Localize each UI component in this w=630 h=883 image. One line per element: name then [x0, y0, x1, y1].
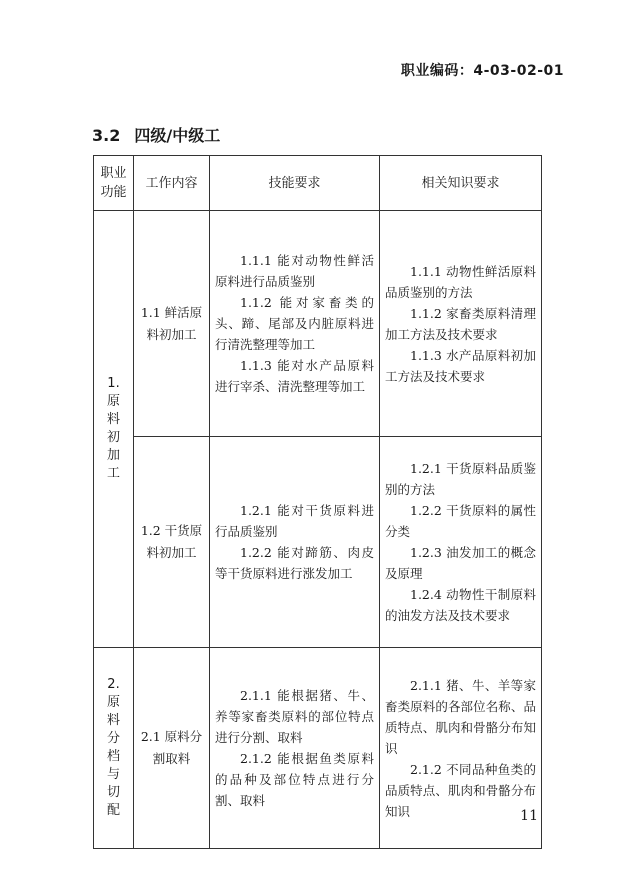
skill-item: 1.1.3 能对水产品原料进行宰杀、清洗整理等加工: [215, 358, 374, 394]
table-header-row: [94, 156, 542, 211]
header-function: 职业功能: [94, 156, 134, 211]
occupation-code: 职业编码：4-03-02-01: [400, 63, 564, 79]
knowledge-item: 1.2.1 干货原料品质鉴别的方法: [385, 461, 536, 497]
header-knowledge: 相关知识要求: [380, 156, 542, 211]
content-cell: [134, 437, 210, 648]
knowledge-item: 1.1.3 水产品原料初加工方法及技术要求: [385, 347, 536, 384]
skill-item: 2.1.2 能根据鱼类原料的品种及部位特点进行分割、取料: [215, 751, 374, 808]
knowledge-item: 2.1.2 不同品种鱼类的品质特点、肌肉和骨骼分布知识: [385, 761, 536, 819]
skill-item: 2.1.1 能根据猪、牛、养等家畜类原料的部位特点进行分割、取料: [215, 688, 374, 745]
content-cell: [134, 648, 210, 849]
section-heading: [92, 123, 220, 146]
skills-cell: [210, 211, 380, 437]
skill-item: 1.2.1 能对干货原料进行品质鉴别: [215, 503, 374, 539]
skill-item: 1.1.1 能对动物性鲜活原料进行品质鉴别: [215, 253, 374, 289]
skill-item: 1.1.2 能对家畜类的头、蹄、尾部及内脏原料进行清洗整理等加工: [215, 295, 374, 352]
skills-cell: [210, 648, 380, 849]
function-cell: [94, 648, 134, 849]
knowledge-cell: [380, 437, 542, 648]
skill-requirements-table: [93, 155, 542, 849]
table-row: [94, 211, 542, 437]
knowledge-item: 1.1.1 动物性鲜活原料品质鉴别的方法: [385, 263, 536, 300]
function-label: 2. 原料分档与切配: [106, 676, 120, 818]
knowledge-item: 2.1.1 猪、牛、羊等家畜类原料的各部位名称、品质特点、肌肉和骨骼分布知识: [385, 677, 536, 756]
function-label: 1. 原料初加工: [106, 375, 120, 481]
function-cell: [94, 211, 134, 648]
knowledge-cell: [380, 211, 542, 437]
section-title: 四级/中级工: [134, 126, 221, 145]
table-row: [94, 437, 542, 648]
content-cell: [134, 211, 210, 437]
page-number: 11: [520, 808, 538, 824]
knowledge-cell: [380, 648, 542, 849]
skills-cell: [210, 437, 380, 648]
work-content: 1.2 干货原料初加工: [140, 523, 203, 560]
knowledge-item: 1.2.4 动物性干制原料的油发方法及技术要求: [385, 587, 536, 623]
knowledge-item: 1.2.2 干货原料的属性分类: [385, 503, 536, 539]
table-row: [94, 648, 542, 849]
header-skills: 技能要求: [210, 156, 380, 211]
work-content: 1.1 鲜活原料初加工: [140, 304, 203, 342]
knowledge-item: 1.1.2 家畜类原料清理加工方法及技术要求: [385, 305, 536, 342]
skill-item: 1.2.2 能对蹄筋、肉皮等干货原料进行涨发加工: [215, 545, 374, 581]
header-content: 工作内容: [134, 156, 210, 211]
work-content: 2.1 原料分割取料: [140, 729, 203, 766]
section-number: 3.2: [92, 126, 121, 145]
knowledge-item: 1.2.3 油发加工的概念及原理: [385, 545, 536, 581]
